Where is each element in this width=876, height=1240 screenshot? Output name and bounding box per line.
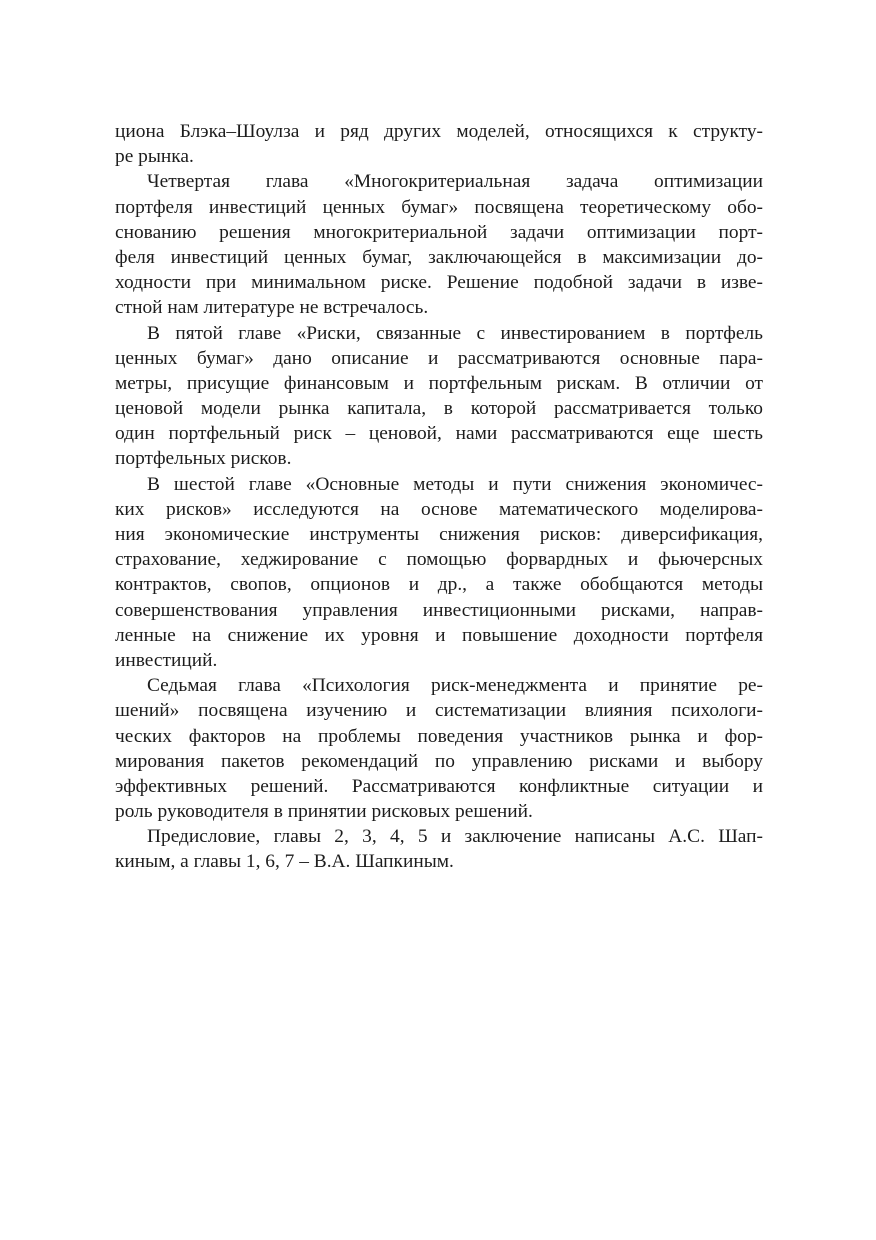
text-line: ческих факторов на проблемы поведения участников рынка и фор-: [115, 725, 763, 747]
text-line: В шестой главе «Основные методы и пути снижения экономичес-: [147, 473, 763, 495]
text-line: ния экономические инструменты снижения рисков: диверсификация,: [115, 524, 763, 545]
text-line: снованию решения многокритериальной задачи оптимизации порт-: [115, 221, 763, 243]
text-line: один портфельный риск – ценовой, нами рассматриваются еще шесть: [115, 423, 763, 445]
text-line: эффективных решений. Рассматриваются конфликтные ситуации и: [115, 775, 763, 797]
text-line: метры, присущие финансовым и портфельным рискам. В отличии от: [115, 372, 763, 394]
text-line: ре рынка.: [115, 146, 194, 168]
paragraph-6: [115, 824, 763, 874]
paragraph-2: [115, 169, 763, 320]
text-line: инвестиций.: [115, 649, 218, 671]
text-line: ходности при минимальном риске. Решение подобной задачи в изве-: [115, 272, 763, 294]
paragraph-1: [115, 119, 763, 169]
text-line: циона Блэка–Шоулза и ряд других моделей, относящихся к структу-: [115, 121, 763, 142]
text-line: страхование, хеджирование с помощью форвардных и фьючерсных: [115, 549, 763, 571]
text-line: совершенствования управления инвестиционными рисками, направ-: [115, 599, 763, 621]
text-line: ленные на снижение их уровня и повышение доходности портфеля: [115, 624, 763, 646]
text-line: портфеля инвестиций ценных бумаг» посвящена теоретическому обо-: [115, 196, 763, 218]
text-line: контрактов, свопов, опционов и др., а также обобщаются методы: [115, 574, 763, 596]
text-line: портфельных рисков.: [115, 448, 292, 470]
paragraph-5: [115, 673, 763, 824]
text-line: В пятой главе «Риски, связанные с инвестированием в портфель: [147, 322, 763, 344]
paragraph-4: [115, 472, 763, 674]
paragraph-3: [115, 321, 763, 472]
text-line: стной нам литературе не встречалось.: [115, 297, 429, 319]
text-line: Четвертая глава «Многокритериальная задача оптимизации: [147, 171, 763, 193]
text-line: феля инвестиций ценных бумаг, заключающейся в максимизации до-: [115, 246, 763, 268]
text-line: киным, а главы 1, 6, 7 – В.А. Шапкиным.: [115, 851, 454, 873]
text-line: Предисловие, главы 2, 3, 4, 5 и заключение написаны А.С. Шап-: [147, 826, 763, 848]
text-line: ценных бумаг» дано описание и рассматриваются основные пара-: [115, 347, 763, 369]
text-line: шений» посвящена изучению и систематизации влияния психологи-: [115, 700, 763, 722]
body-text: [115, 119, 763, 875]
text-line: ценовой модели рынка капитала, в которой рассматривается только: [115, 398, 763, 420]
text-line: Седьмая глава «Психология риск-менеджмента и принятие ре-: [147, 675, 763, 697]
text-line: роль руководителя в принятии рисковых решений.: [115, 801, 533, 823]
text-line: ких рисков» исследуются на основе математического моделирова-: [115, 498, 763, 520]
text-line: мирования пакетов рекомендаций по управлению рисками и выбору: [115, 750, 763, 772]
